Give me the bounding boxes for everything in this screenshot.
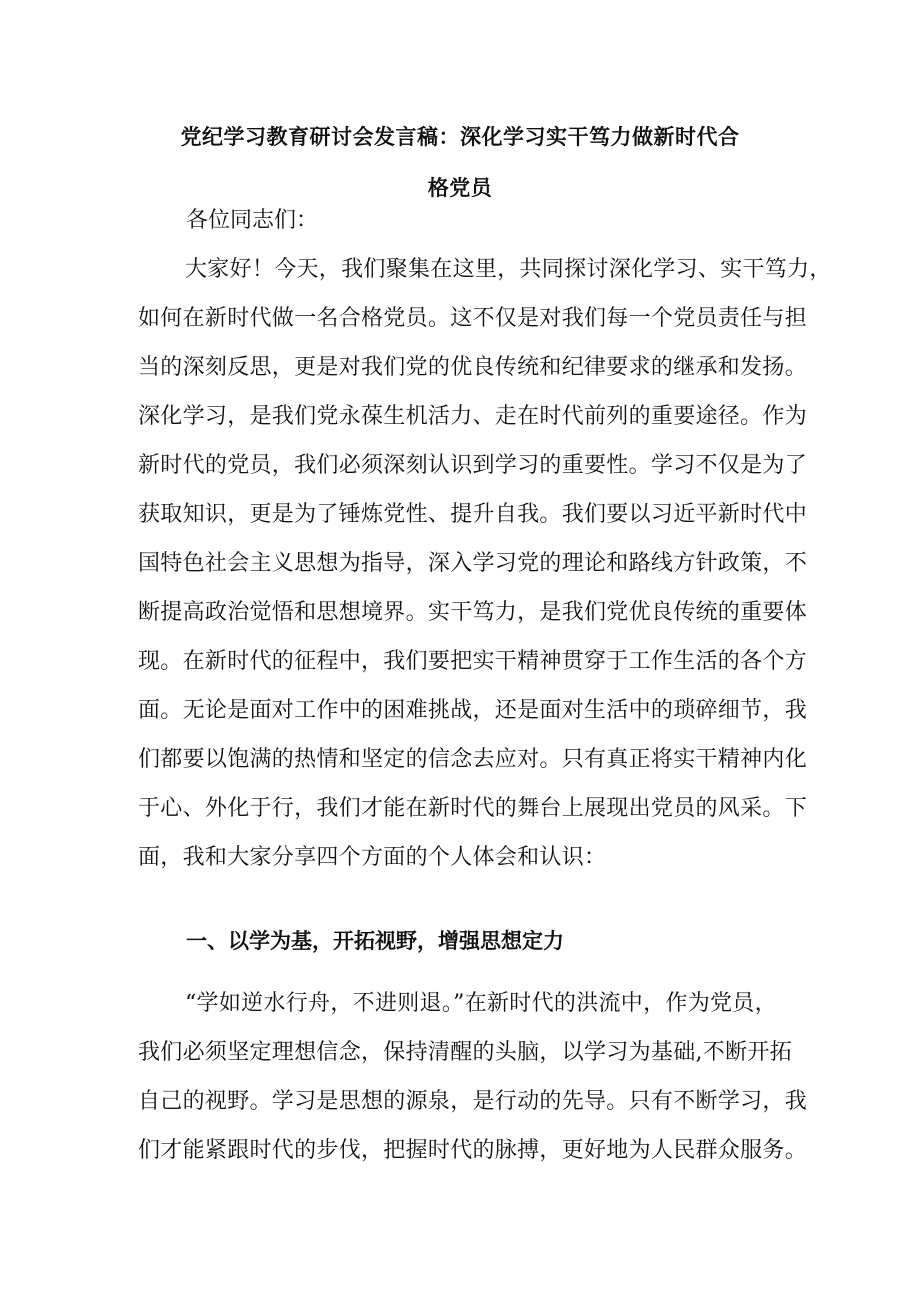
paragraph-line: 面。无论是面对工作中的困难挑战，还是面对生活中的琐碎细节，我 bbox=[138, 698, 808, 723]
paragraph-line: 如何在新时代做一名合格党员。这不仅是对我们每一个党员责任与担 bbox=[138, 306, 808, 331]
paragraph-line: 当的深刻反思，更是对我们党的优良传统和纪律要求的继承和发扬。 bbox=[138, 355, 808, 380]
salutation: 各位同志们： bbox=[186, 208, 319, 233]
paragraph-intro bbox=[138, 245, 832, 882]
paragraph-line: 现。在新时代的征程中，我们要把实干精神贯穿于工作生活的各个方 bbox=[138, 649, 808, 674]
document-title-line-1: 党纪学习教育研讨会发言稿：深化学习实干笃力做新时代合 bbox=[180, 125, 740, 149]
paragraph-line: “学如逆水行舟，不进则退。”在新时代的洪流中，作为党员， bbox=[185, 991, 777, 1016]
paragraph-line: 们才能紧跟时代的步伐，把握时代的脉搏，更好地为人民群众服务。 bbox=[138, 1138, 808, 1163]
paragraph-line: 自己的视野。学习是思想的源泉，是行动的先导。只有不断学习，我 bbox=[138, 1089, 808, 1114]
paragraph-line: 们都要以饱满的热情和坚定的信念去应对。只有真正将实干精神内化 bbox=[138, 747, 808, 772]
paragraph-line: 我们必须坚定理想信念，保持清醒的头脑，以学习为基础,不断开拓 bbox=[138, 1040, 792, 1065]
paragraph-line: 断提高政治觉悟和思想境界。实干笃力，是我们党优良传统的重要体 bbox=[138, 600, 808, 625]
paragraph-line: 获取知识，更是为了锤炼党性、提升自我。我们要以习近平新时代中 bbox=[138, 502, 808, 527]
paragraph-line: 于心、外化于行，我们才能在新时代的舞台上展现出党员的风采。下 bbox=[138, 796, 808, 821]
paragraph-line: 国特色社会主义思想为指导，深入学习党的理论和路线方针政策，不 bbox=[138, 551, 808, 576]
section-heading-1: 一、以学为基，开拓视野，增强思想定力 bbox=[186, 929, 564, 953]
paragraph-line: 面，我和大家分享四个方面的个人体会和认识： bbox=[138, 845, 607, 870]
paragraph-line: 新时代的党员，我们必须深刻认识到学习的重要性。学习不仅是为了 bbox=[138, 453, 808, 478]
paragraph-section-1 bbox=[138, 979, 808, 1175]
document-title-line-2: 格党员 bbox=[427, 176, 493, 200]
paragraph-line: 深化学习，是我们党永葆生机活力、走在时代前列的重要途径。作为 bbox=[138, 404, 808, 429]
paragraph-line: 大家好！今天，我们聚集在这里，共同探讨深化学习、实干笃力， bbox=[185, 257, 832, 282]
